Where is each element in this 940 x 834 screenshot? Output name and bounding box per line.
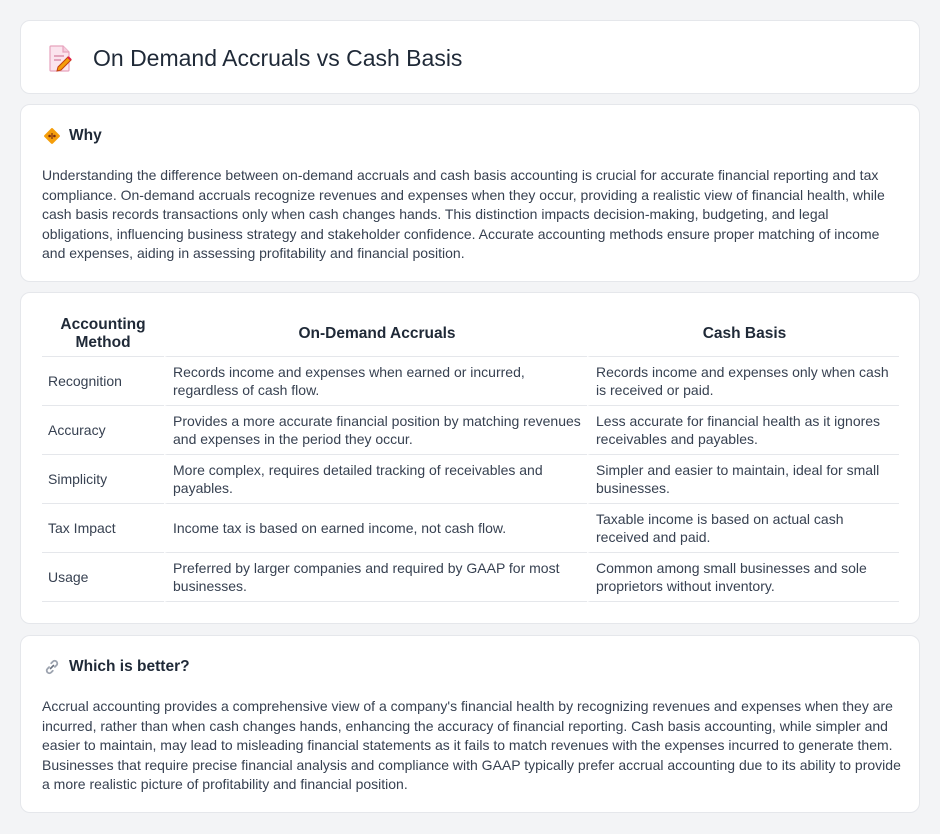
table-row xyxy=(42,357,899,406)
which-is-better-section xyxy=(20,635,920,813)
header-accounting-method: Accounting Method xyxy=(42,312,164,357)
why-heading: Why xyxy=(69,127,102,144)
header-on-demand-accruals: On-Demand Accruals xyxy=(164,312,587,357)
accruals-cell: Preferred by larger companies and required by GAAP for most businesses. xyxy=(164,553,587,602)
why-header xyxy=(43,127,102,145)
better-header xyxy=(43,658,190,676)
cash-basis-cell: Simpler and easier to maintain, ideal for small businesses. xyxy=(587,455,899,504)
accruals-cell: Income tax is based on earned income, not cash flow. xyxy=(164,504,587,553)
row-label: Tax Impact xyxy=(42,504,164,553)
cash-basis-cell: Less accurate for financial health as it ignores receivables and payables. xyxy=(587,406,899,455)
cash-basis-cell: Records income and expenses only when cash is received or paid. xyxy=(587,357,899,406)
table-row xyxy=(42,455,899,504)
row-label: Simplicity xyxy=(42,455,164,504)
table-row xyxy=(42,553,899,602)
title-row xyxy=(47,43,462,73)
cash-basis-cell: Taxable income is based on actual cash received and paid. xyxy=(587,504,899,553)
why-text: Understanding the difference between on-demand accruals and cash basis accounting is crucial for accurate financial reporting and tax compliance. On-demand accruals recognize revenues and expenses when they occur, providing a realistic view of financial health, while cash basis records transactions only when cash changes hands. This distinction impacts decision-making, budgeting, and legal obligations, influencing business strategy and stakeholder confidence. Accurate accounting methods ensure proper matching of income and expenses, aiding in assessing profitability and financial position. xyxy=(42,167,885,262)
header-cash-basis: Cash Basis xyxy=(587,312,899,357)
diamond-sign-icon xyxy=(43,127,61,145)
page-title: On Demand Accruals vs Cash Basis xyxy=(93,44,463,71)
row-label: Usage xyxy=(42,553,164,602)
better-text: Accrual accounting provides a comprehensive view of a company's financial health by recognizing revenues and expenses when they are incurred, rather than when cash changes hands, enhancing the accuracy of financial reporting. Cash basis accounting, while simpler and easier to maintain, may lead to misleading financial statements as it fails to match revenues with the expenses incurred to generate them. Businesses that require precise financial analysis and compliance with GAAP typically prefer accrual accounting due to its ability to provide a more realistic picture of profitability and financial position. xyxy=(42,698,901,793)
accruals-cell: Records income and expenses when earned or incurred, regardless of cash flow. xyxy=(164,357,587,406)
link-icon xyxy=(43,658,61,676)
comparison-table xyxy=(42,312,899,602)
title-card xyxy=(20,20,920,94)
row-label: Recognition xyxy=(42,357,164,406)
why-section xyxy=(20,104,920,282)
cash-basis-cell: Common among small businesses and sole proprietors without inventory. xyxy=(587,553,899,602)
accruals-cell: More complex, requires detailed tracking of receivables and payables. xyxy=(164,455,587,504)
table-row xyxy=(42,504,899,553)
row-label: Accuracy xyxy=(42,406,164,455)
table-row xyxy=(42,406,899,455)
table-header-row xyxy=(42,312,899,357)
comparison-table-card xyxy=(20,292,920,624)
accruals-cell: Provides a more accurate financial position by matching revenues and expenses in the period they occur. xyxy=(164,406,587,455)
document-pencil-icon xyxy=(47,43,73,73)
better-heading: Which is better? xyxy=(69,658,190,675)
